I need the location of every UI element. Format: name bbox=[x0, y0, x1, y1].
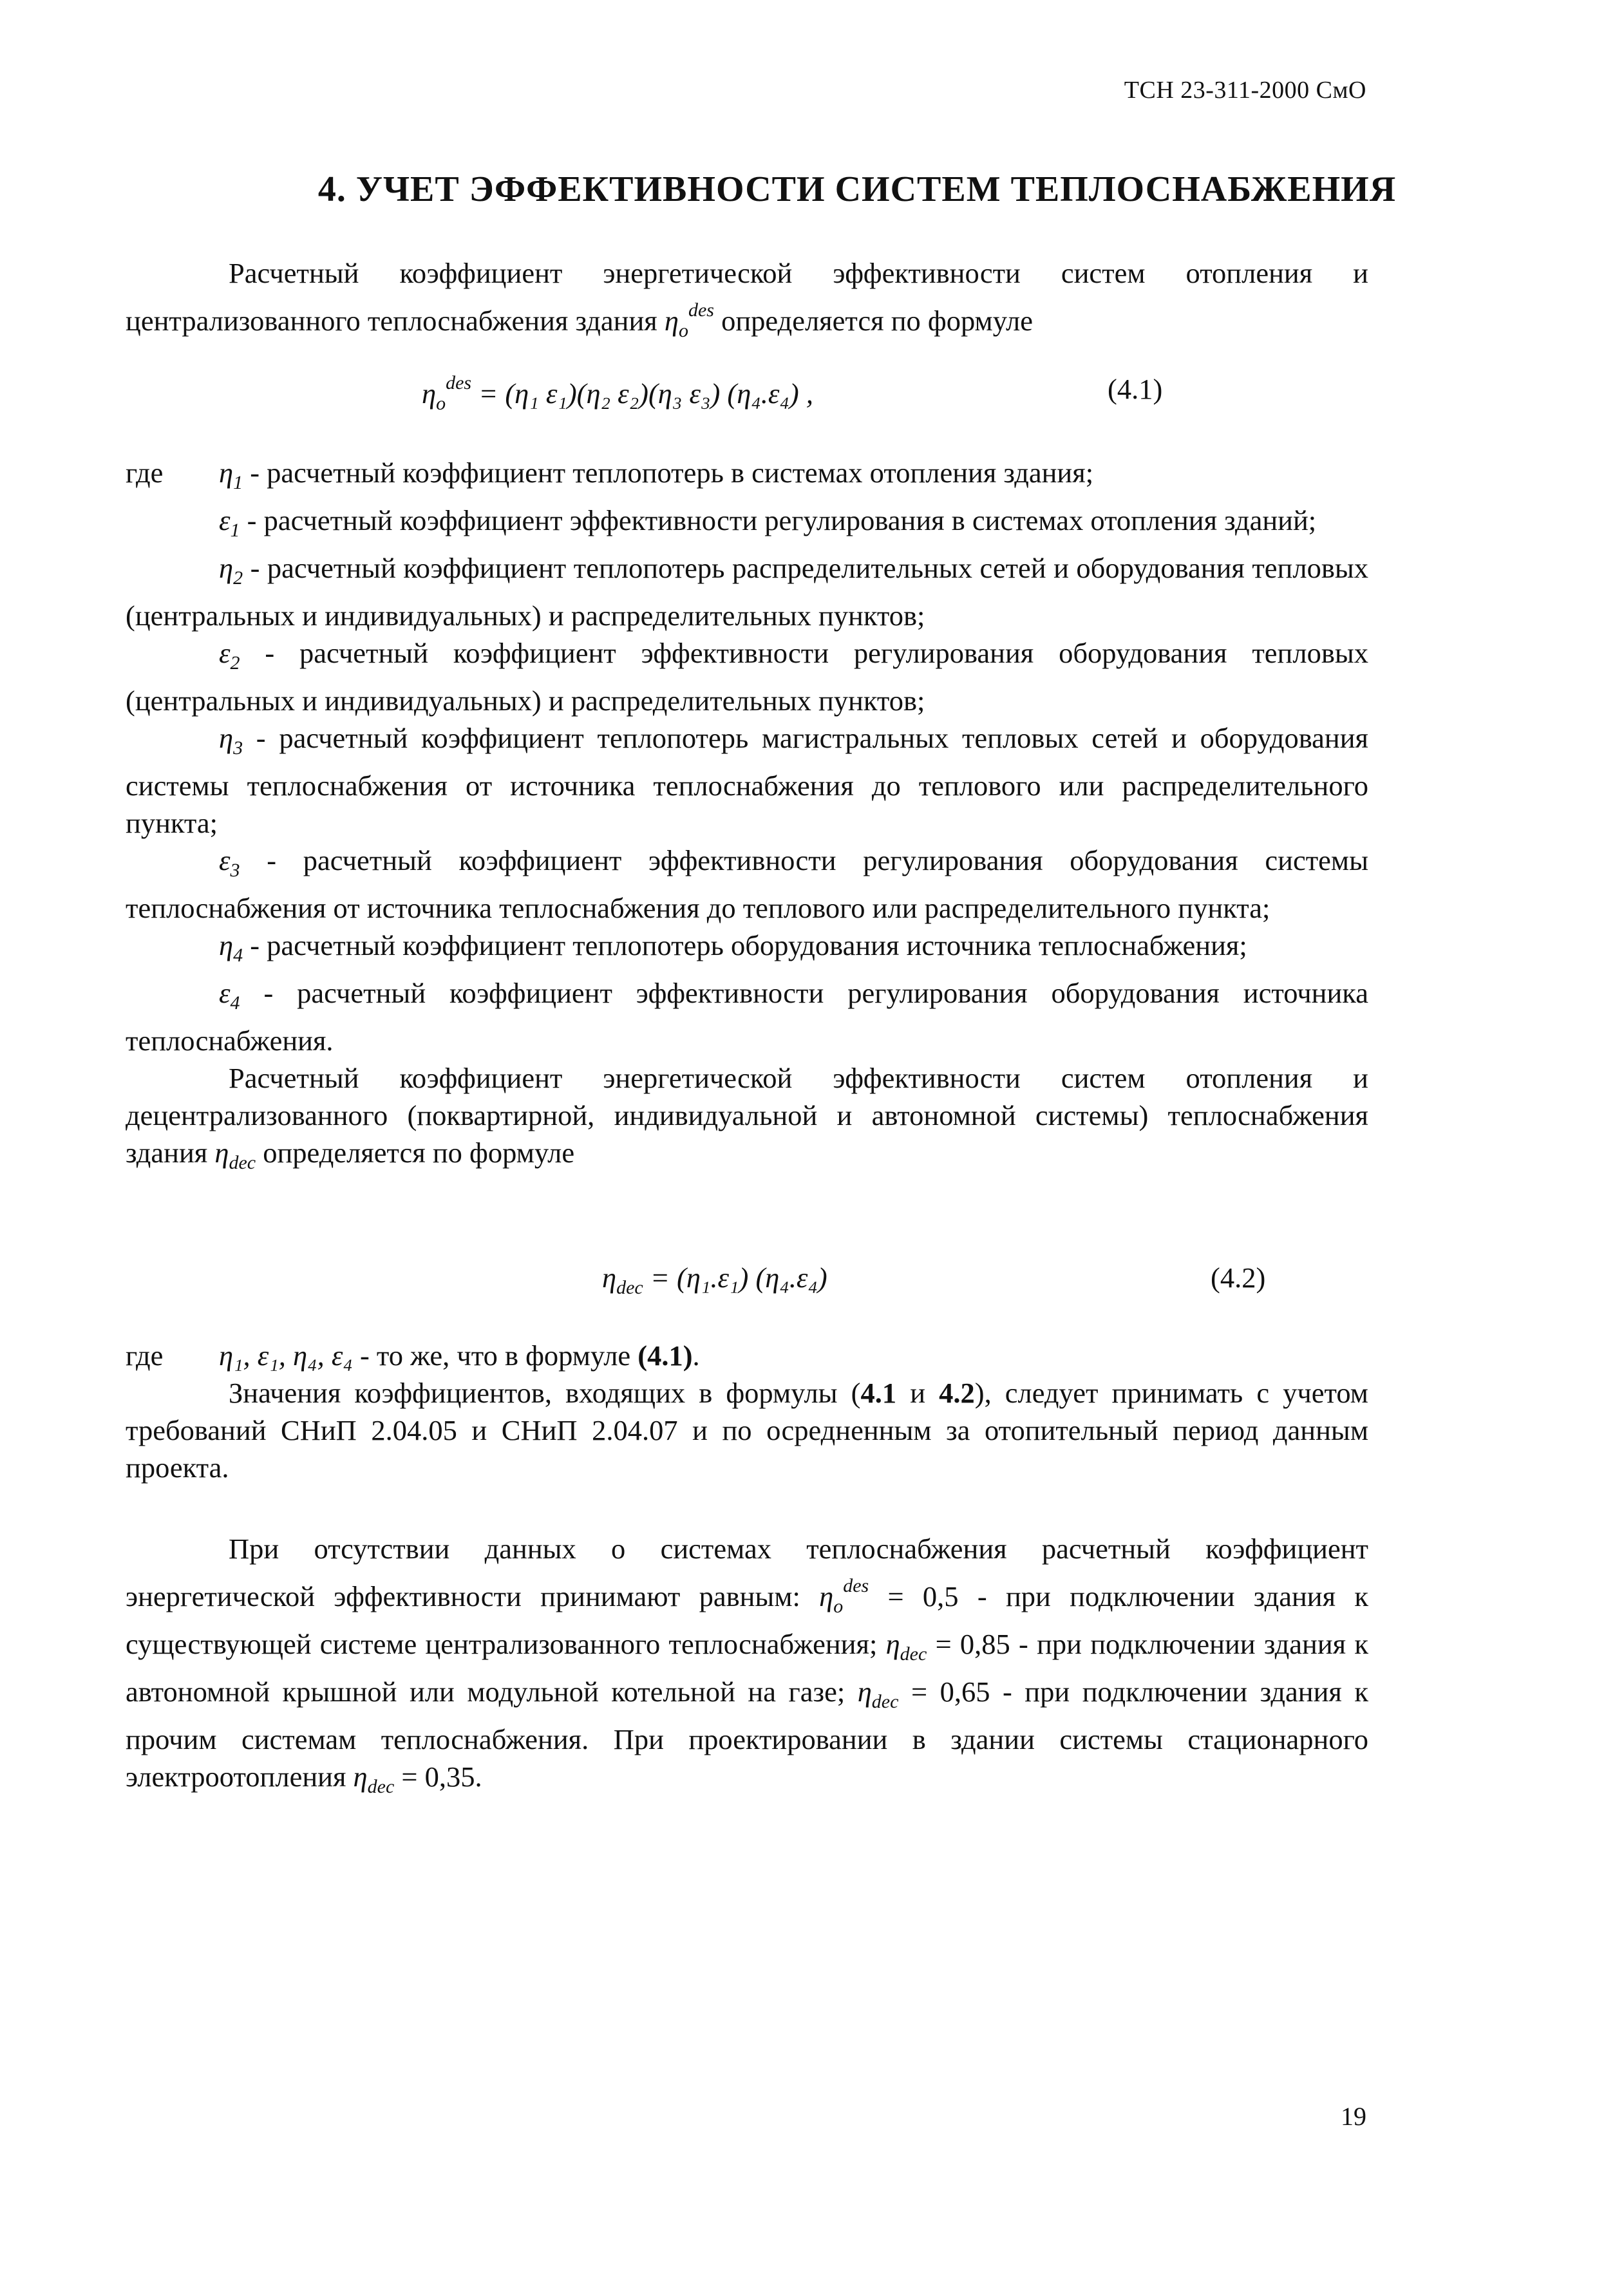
where-label: где bbox=[126, 457, 164, 489]
eta-dec-symbol: $\eta_{dec}$ bbox=[214, 1137, 256, 1173]
definition-item: $\eta_4$ - расчетный коэффициент теплопотерь оборудования источника теплоснабжения; bbox=[219, 929, 1247, 966]
intro-paragraph bbox=[126, 254, 1368, 350]
definition-item: $\varepsilon_4$ - расчетный коэффициент эффективности регулирования оборудования источника теплоснабжения. bbox=[126, 977, 1368, 1057]
section-title: 4. УЧЕТ ЭФФЕКТИВНОСТИ СИСТЕМ ТЕПЛОСНАБЖЕНИЯ bbox=[317, 169, 1397, 209]
definitions-list bbox=[126, 454, 1368, 1182]
default-values-paragraph: При отсутствии данных о системах теплоснабжения расчетный коэффициент энергетической эффективности принимают равным: $\eta_o^{des} = 0,5$ - при подключении здания к существующей системе централизованного теплоснабжения; $\eta_{dec} = 0,85$ - при подключении здания к автономной крышной или модульной котельной на газе; $\eta_{dec} = 0,65$ - при подключении здания к прочим системам теплоснабжения. При проектировании в здании системы стационарного электроотопления $\eta_{dec} = 0,35$. bbox=[126, 1533, 1368, 1797]
formula-4-2-number: (4.2) bbox=[1211, 1261, 1266, 1294]
document-code: ТСН 23-311-2000 СмО bbox=[1124, 77, 1366, 104]
eta-o-des-symbol: $\eta_o^{des}$ bbox=[664, 299, 714, 341]
formula-4-2-expression: = (η₁.ε₁) (η₄.ε₄) bbox=[643, 1261, 827, 1294]
intro-text-after: определяется по формуле bbox=[713, 305, 1033, 337]
where-2-line: где η₁, ε₁, η₄, ε₄ - то же, что в формуле (4.1). bbox=[126, 1339, 700, 1372]
definition-item: где $\eta_1$ - расчетный коэффициент теплопотерь в системах отопления здания; bbox=[126, 454, 1368, 502]
formula-4-1: $\eta_o^{des} = (\eta_1$ ε₁)(η₂ ε₂)(η₃ ε₃) (η₄.ε₄) , bbox=[422, 372, 813, 414]
intro-text-before: Расчетный коэффициент энергетической эффективности систем отопления и централизованного теплоснабжения здания bbox=[126, 257, 1368, 337]
definition-item: $\eta_2$ - расчетный коэффициент теплопотерь распределительных сетей и оборудования тепловых (центральных и индивидуальных) и распределительных пунктов; bbox=[126, 552, 1368, 632]
coefficients-paragraph: Значения коэффициентов, входящих в формулы (4.1 и 4.2), следует принимать с учетом требований СНиП 2.04.05 и СНиП 2.04.07 и по осредненным за отопительный период данным проекта. bbox=[126, 1377, 1368, 1484]
notes-block bbox=[126, 1337, 1368, 1486]
definition-item: $\eta_3$ - расчетный коэффициент теплопотерь магистральных тепловых сетей и оборудования системы теплоснабжения от источника теплоснабжения до теплового или распределительного пункта; bbox=[126, 722, 1368, 839]
formula-4-1-number: (4.1) bbox=[1108, 373, 1163, 405]
decentralized-paragraph: Расчетный коэффициент энергетической эффективности систем отопления и децентрализованного (поквартирной, индивидуальной и автономной системы) теплоснабжения здания $\eta_{dec}$ определяется по формуле bbox=[126, 1062, 1368, 1173]
definition-item: $\varepsilon_2$ - расчетный коэффициент эффективности регулирования оборудования тепловых (центральных и индивидуальных) и распределительных пунктов; bbox=[126, 637, 1368, 717]
page-number: 19 bbox=[1341, 2102, 1366, 2131]
formula-4-2: $\eta_{dec} = (\eta_1.\varepsilon_1)$ (η₄.ε₄) bbox=[602, 1261, 827, 1298]
definition-item: $\varepsilon_3$ - расчетный коэффициент эффективности регулирования оборудования системы теплоснабжения от источника теплоснабжения до теплового или распределительного пункта; bbox=[126, 844, 1368, 924]
definition-item: $\varepsilon_1$ - расчетный коэффициент эффективности регулирования в системах отопления зданий; bbox=[219, 504, 1317, 541]
formula-4-1-expression: = (η₁ ε₁)(η₂ ε₂)(η₃ ε₃) (η₄.ε₄) , bbox=[478, 377, 813, 410]
